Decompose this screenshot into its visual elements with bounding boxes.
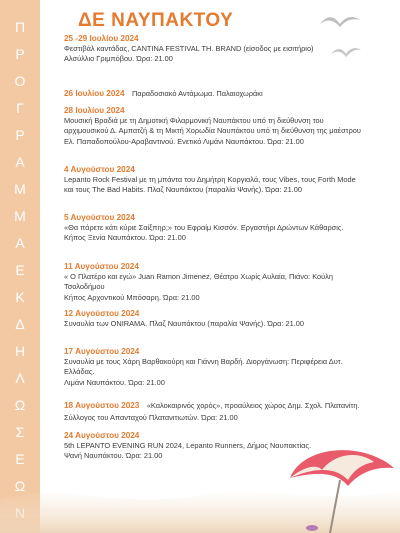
event-date: 5 Αυγούστου 2024 <box>64 213 135 222</box>
seagull-icon <box>318 12 362 32</box>
sidebar-letter: Π <box>14 19 26 35</box>
sidebar-letter: Ρ <box>15 127 25 143</box>
sidebar-letter: Γ <box>16 100 24 116</box>
event-item <box>64 347 364 388</box>
event-item <box>64 309 364 329</box>
event-desc-line: Lepanto Rock Festival με τη μπάντα του Δημήτρη Κοργιαλά, τους Vibes, τους Forth Mode <box>64 175 356 184</box>
event-desc-line: «Καλοκαιρινός χορός», προαύλειος χώρος Δημ. Σχολ. Πλατανίτη. <box>146 401 360 410</box>
sidebar-letter: Ω <box>14 397 26 413</box>
event-item <box>64 34 364 65</box>
event-desc-line: Μουσική Βραδιά με τη Δημοτική Φιλαρμονική Ναυπάκτου υπό τη διεύθυνση του <box>64 116 324 125</box>
event-item <box>64 213 364 244</box>
sidebar-vertical-heading <box>0 20 40 520</box>
sidebar-letter: Μ <box>14 208 26 224</box>
event-item <box>64 165 364 196</box>
sidebar-letter: Κ <box>15 289 25 305</box>
sidebar-letter: Ε <box>15 262 25 278</box>
event-date: 25 -29 Ιουλίου 2024 <box>64 34 139 43</box>
sidebar-letter: Ο <box>14 73 26 89</box>
event-date: 4 Αυγούστου 2024 <box>64 165 135 174</box>
event-item <box>64 262 364 303</box>
sidebar-letter: Ρ <box>15 46 25 62</box>
event-desc-line: Ελ. Παπαδοπούλου-Αραβαντινού. Ενετικό Λιμάνι Ναυπάκτου. Ώρα: 21.00 <box>64 136 304 146</box>
event-date: 24 Αυγούστου 2024 <box>64 431 140 440</box>
event-desc-line: Φεστιβάλ καντάδας, CANTINA FESTIVAL ΤΗ. BRAND (είσοδος με εισιτήριο) <box>64 44 314 53</box>
event-desc-line: «Θα πάρετε κάτι κύριε Σαίξπηρ;» του Εφραίμ Κισσόν. Εργαστήρι Δρώντων Κάθαρσις. <box>64 223 344 232</box>
event-desc-line: και τους The Bad Habits. Πλαζ Ναυπάκτου (παραλία Ψανής). Ώρα: 21.00 <box>64 185 302 195</box>
event-date: 26 Ιουλίου 2024 <box>64 89 125 98</box>
event-item <box>64 83 364 101</box>
event-date: 18 Αυγούστου 2023 <box>64 401 140 410</box>
sidebar-letter: Λ <box>15 370 25 386</box>
event-item <box>64 395 364 423</box>
event-item <box>64 106 364 147</box>
event-desc-line: αρχιμουσικού Δ. Αμπατζή & τη Μικτή Χορωδία Ναυπάκτου υπό τη διεύθυνση της μαέστρου <box>64 126 361 136</box>
sidebar-letter: Ω <box>14 478 26 494</box>
event-date: 17 Αυγούστου 2024 <box>64 347 140 356</box>
event-date: 12 Αυγούστου 2024 <box>64 309 140 318</box>
event-desc-line: Ψανή Ναυπάκτου. Ώρα: 21.00 <box>64 451 163 461</box>
event-desc-line: 5th LEPANTO EVENING RUN 2024, Lepanto Runners, Δήμος Ναυπακτίας. <box>64 441 312 450</box>
event-date: 28 Ιουλίου 2024 <box>64 106 125 115</box>
event-desc-line: Συναυλία των ONIRAMA. Πλαζ Ναυπάκτου (παραλία Ψανής). Ώρα: 21.00 <box>64 319 304 328</box>
beach-umbrella-icon <box>282 440 400 533</box>
sidebar-letter: Δ <box>15 316 25 332</box>
event-desc-line: Κήπος Αρχοντικού Μπόσαρη. Ώρα: 21.00 <box>64 292 200 302</box>
event-desc-line: Συναυλία με τους Χάρη Βαρθακούρη και Γιάννη Βαρδή. Διοργάνωση: Περιφέρεια Δυτ. Ελλάδας. <box>64 357 343 377</box>
event-desc-line: Αλσύλλιο Γριμπόβου. Ώρα: 21.00 <box>64 54 173 64</box>
event-date: 11 Αυγούστου 2024 <box>64 262 139 271</box>
sidebar-letter: Α <box>15 154 25 170</box>
event-desc-line: Παραδοσιακό Αντάμωμα. Παλαιοχωράκι <box>131 89 263 98</box>
sidebar-letter: Α <box>15 235 25 251</box>
sidebar-letter: Μ <box>14 181 26 197</box>
sidebar-letter: Σ <box>15 424 25 440</box>
event-desc-line: « Ο Πλατέρο και εγώ» Juan Ramon Jimenez, Θέατρο Χωρίς Αυλαία, Πιάνο: Κούλη Τσολοδήμου <box>64 272 333 292</box>
page-title: ΔΕ ΝΑΥΠΑΚΤΟΥ <box>78 10 234 31</box>
sidebar <box>0 0 40 533</box>
event-desc-line: Κήπος Ξενία Ναυπάκτου. Ώρα: 21.00 <box>64 233 186 243</box>
event-desc-line: Σύλλογος του Απανταχού Πλατανιτιωτών. Ώρα: 21.00 <box>64 413 238 422</box>
sidebar-letter: Η <box>14 343 26 359</box>
sidebar-letter: Ε <box>15 451 25 467</box>
event-desc-line: Λιμάνι Ναυπάκτου. Ώρα: 21.00 <box>64 377 165 387</box>
